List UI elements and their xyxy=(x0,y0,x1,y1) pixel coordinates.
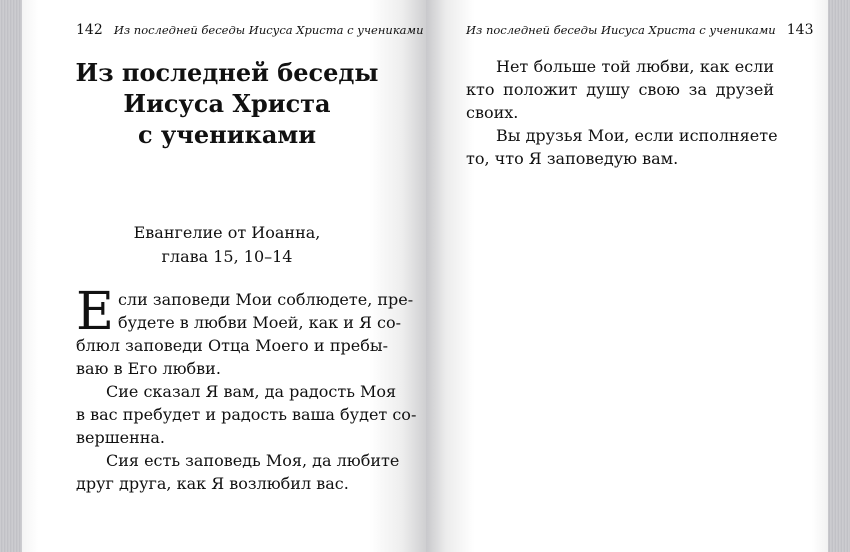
page-edges-right xyxy=(828,0,850,552)
page-edges-left xyxy=(0,0,22,552)
right-running-head: Из последней беседы Иисуса Христа с учениками xyxy=(466,23,776,37)
title-line: с учениками xyxy=(137,120,317,149)
paragraph xyxy=(466,124,778,170)
title-line: Иисуса Христа xyxy=(123,89,331,118)
text-line: кто положит душу свою за друзей xyxy=(466,80,774,99)
paragraph xyxy=(76,449,400,495)
left-running-head: Из последней беседы Иисуса Христа с учениками xyxy=(113,23,424,37)
text-line: то, что Я заповедую вам. xyxy=(466,149,679,168)
paragraph xyxy=(466,55,774,124)
reference-line: Евангелие от Иоанна, xyxy=(133,223,321,242)
right-page-number: 143 xyxy=(786,22,814,38)
left-body-text xyxy=(76,282,417,495)
right-page xyxy=(426,0,828,552)
right-page-header xyxy=(466,19,813,38)
text-line: вершенна. xyxy=(76,428,166,447)
left-page-header xyxy=(76,19,423,38)
text-line: в вас пребудет и радость ваша будет со- xyxy=(76,405,417,424)
text-line: сли заповеди Мои соблюдете, пре- xyxy=(117,290,414,309)
text-line: Вы друзья Мои, если исполняете xyxy=(496,126,778,145)
chapter-title xyxy=(62,57,392,150)
text-line: друг друга, как Я возлюбил вас. xyxy=(76,474,349,493)
text-line: ваю в Его любви. xyxy=(76,359,221,378)
left-page xyxy=(22,0,426,552)
scripture-reference xyxy=(62,221,392,269)
paragraph xyxy=(76,380,417,449)
right-body-text xyxy=(466,55,778,170)
drop-cap: Е xyxy=(76,282,114,342)
text-line: своих. xyxy=(466,103,519,122)
text-line: блюл заповеди Отца Моего и пребы- xyxy=(76,336,388,355)
text-line: Сие сказал Я вам, да радость Моя xyxy=(106,382,397,401)
title-line: Из последней беседы xyxy=(75,58,379,87)
paragraph xyxy=(76,282,414,380)
left-page-number: 142 xyxy=(76,22,103,38)
text-line: Нет больше той любви, как если xyxy=(496,57,774,76)
text-line: будете в любви Моей, как и Я со- xyxy=(117,313,402,332)
text-line: Сия есть заповедь Моя, да любите xyxy=(106,451,400,470)
reference-line: глава 15, 10–14 xyxy=(161,247,293,266)
